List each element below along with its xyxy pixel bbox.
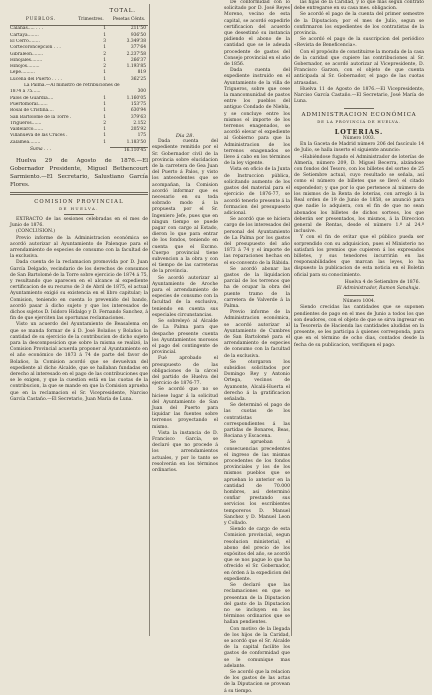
short-rule (64, 214, 94, 215)
paragraph: Se otorgaron los subsidios solicitados por Domingo Rey y Antonio Ortega, vecinos de Ayamonte, Alcalá-Huerta el derecho á la gratificacion señalada. (224, 359, 290, 402)
row-pesetas: 300 (137, 89, 146, 95)
paragraph: Y con el fin de evitar que el público pueda ser sorprendido con su adquisicion, pues el Ministerio no satisfará los premios que cupieren á los expresados billetes, y sus tenedores incurrirán en las responsabilidades que marcan las leyes, lo ha dispuesto la publicacion de esta noticia en el Boletin oficial para su conocimiento. (294, 235, 424, 278)
notice-signature: El Administrador, Ramon Sanahuja. (336, 285, 420, 291)
row-pueblo: Cartaya........ (10, 32, 39, 38)
paragraph: Se sobreleyó al Alcalde de La Palma para que despache presente cuenta los Ayuntamientos morosos el pago del contingente de provincial. (152, 319, 218, 356)
short-rule (344, 295, 374, 296)
paragraph: Se acordó el pago de la suscripcion del periódico «Revista de Beneficencia». (294, 37, 424, 49)
day-heading: Dia 28. (175, 133, 195, 139)
row-trimestres: 1 (103, 95, 106, 101)
notice-body (294, 305, 424, 348)
row-trimestres: 1 (103, 101, 106, 107)
paragraph: EXTRACTO de las sesiones celebradas en el mes de Junio de 1876. (10, 216, 148, 229)
table-body (10, 26, 148, 146)
paragraph: Vista en oficio de la Junta de Instruccion pública, solicitando aumento de los gastos del material para el ejercicio de 1876-77, se acordó tenerlo presente á la formacion del presupuesto adicional. (224, 167, 290, 216)
table-signature: Huelva 29 de Agosto de 1876.—El Gobernador Presidente, Miguel Bethencourt Sarmiento.—El Secretario, Salustiano García Flores. (10, 157, 148, 188)
row-pesetas: 3.349'38 (126, 39, 146, 44)
paragraph: Huelva 11 de Agosto de 1876.—El Vicepresidente, Narciso García Castaño.—El Secretario, José María de Luna. (294, 86, 424, 105)
row-pueblo: Valdelarco....... (10, 127, 44, 133)
paragraph: Dada cuenta del expediente instruido en el Ayuntamiento de la villa de Trigueros, sobre que cese la mancomunidad de pastos entre los pueblos del antiguo Condado de Niebla, y se concluye entre los mismos el importe de los terrenos enagenados, se acordó elevar el expediente al Gobierno para que la Administracion de los terrenos enagenados se lleve á cabo en los términos de la ley vigente. (224, 68, 290, 167)
row-pueblo: Hinojales........ (10, 57, 43, 63)
row-pesetas: 1.160'05 (126, 95, 146, 101)
paragraph: Siendo crecidas las cantidades que se suponen pendientes de pago en el mes de Junio a todos los que son deudores, con el objeto de que se sirva ingresar en la Tesorería de Hacienda las cantidades aludidas en la presente, se les participa á quienes corresponda, para que en el término de ocho dias, contados desde la fecha de su publicacion, verifiquen el pago. (294, 305, 424, 348)
sum-value: 16.110'45 (110, 147, 148, 154)
section-subheading: DE HUELVA. (59, 205, 99, 211)
paragraph: Previo informe de la Administracion económica se acordó autorizar al Ayuntamiento de Palenque para el arrendamiento de especies de consumo con la facultad de la exclusiva. (10, 235, 148, 260)
paragraph: las hijas de la Caridad, y lo que más segun contrato debe entregarse en su casa mes. obligacion. (294, 0, 424, 12)
row-pesetas: 1.183'50 (126, 139, 146, 145)
row-pueblo: 1874 á 75...... (10, 89, 41, 95)
row-trimestres: 2 (103, 120, 106, 126)
paragraph: Se aprueban á consecuencias precedentes el ingreso de las mismas procedentes de los fondos provinciales y los de los mismos pueblos que se aprueban lo anterior en la cantidad de 70.000 hombres, así determinó confiar prestando sus servicios los escribientes temporeros D. Manuel Sanchez y D. Manuel Leon y Collado. (224, 440, 290, 527)
row-pueblo: La Palma.—Al ministro de retribuciones de (24, 83, 120, 89)
admin-subheading: DE LA PROVINCIA DE HUELVA. (317, 118, 401, 124)
table-sum-row (10, 147, 148, 154)
paragraph: Se determinó el pago de las cuotas de los contratistas correspondientes á las partidas de Bonares, Beas, Rociana y Escacena. (224, 403, 290, 440)
row-pesetas: 2.152 (133, 120, 146, 126)
row-pueblo: El Cerro........ (10, 39, 40, 44)
row-pueblo: Hinojos......... (10, 64, 40, 70)
paragraph: «Habiéndose fugado el Administrador de loterías de Almería, número 209, D. Miguel Becerra, alzándose con fondos del Tesoro, con los billetes del sorteo de 25 de Setiembre actual, cuyo resultado se señala, así como el número de billetes que se llevó el citado expendedor; y que por lo que pertenece al número de los mismos de la Renta de loterías, con arreglo á la Real orden de 19 de Junio de 1858, se anunció para que nadie lo adquiera, con el fin de que no sean abonados los billetes de dichos sorteos, los que deberán ser presentados, los mismos, á la Direccion general de Rentas, desde el número 1.º al 24.º inclusive. (294, 154, 424, 235)
row-pesetas: 377'64 (130, 45, 146, 51)
row-pesetas: 153'75 (130, 101, 146, 107)
paragraph: Fué aprobado el presupuesto de las obligaciones de la cárcel del partido de Huelva del ejercicio de 1876-77. (152, 356, 218, 387)
row-trimestres: 1 (103, 133, 106, 139)
loterias-heading: LOTERIAS. (334, 127, 384, 136)
notice-date: Huelva 4 de Setiembre de 1876. (344, 279, 420, 285)
row-pueblo: Lucena del Puerto . . . . (10, 76, 62, 82)
notice-body (294, 142, 424, 278)
row-pueblo: Rosal de Cristina.... (10, 108, 54, 114)
paragraph: Se acordó el pago de la cuenta del primer semestre de la Diputacion; por el mes de Julio, segun se confirmaron los expedientes de los contratistas de la provincia. (294, 12, 424, 37)
row-pueblo: Lepe.......... (10, 70, 35, 76)
row-trimestres: 1 (103, 127, 106, 133)
row-pesetas: 175 (137, 133, 146, 139)
double-rule (10, 192, 148, 195)
row-pesetas: 630'94 (130, 108, 146, 114)
row-pesetas: 379'63 (130, 114, 146, 120)
column-divider (291, 4, 292, 636)
table-header (10, 17, 148, 26)
paragraph: Se acordó que se hiciera cargo de los interesados del personal del Ayuntamiento de La Palma por los gastos del presupuesto del año 1873 á 74 y el importe de las reparaciones hechas en el ex-convento de la Rábida. (224, 217, 290, 266)
row-pesetas: 2.237'58 (126, 51, 146, 57)
paragraph: Con el propósito de constituirse la morada de la casa de la caridad que cupiere las contribuciones al Sr. Gobernador, se acordó autorizar al Vicepresidente, D. Francisco Garzon, con el objeto de que cuenta anticipada al Sr. Gobernador, el pago de las cuotas atrasadas. (294, 49, 425, 86)
row-pesetas: 211'50 (130, 26, 146, 32)
row-pueblo: Trigueros....... (10, 120, 42, 126)
row-pueblo: San Bartolomé de la Torre . (10, 114, 72, 120)
notice-number: Número 1003. (342, 136, 376, 142)
column-middle (152, 0, 290, 695)
paragraph: Dada cuenta del expediente remitido por el Sr. Gobernador civil de la provincia sobre elucidacion de la carretera de Gea Juan del Puerto á Palos, y visto los antecedentes que se acompañan, la Comision acordó informar que es necesario en su toda sobrado modo á la propuesta por el Sr. Ingeniero Jefe, pues que en ningun tiempo se puede pagar con cargo al Estado, dieron lo que para entrar de los fondos, teniendo en cuenta que el Excmo. Cuerpo provincial tiene subvencion a la obra y con el tiempo de las carreteras de la provincia. (152, 139, 218, 275)
header-pesetas: Pesetas Cénts. (112, 17, 146, 23)
row-pueblo: Villanueva de las Cruces . (10, 133, 68, 139)
paragraph: Se acordó abonar las gastos de la liquidacion parcial de los terrenos que ha de ocupar la obra del puente tramo de la carretera de Valverde á la Palma. (224, 266, 290, 309)
paragraph: Se acordó que la relacion de los gastos de las actas de la Diputacion se provean á su tiempo. (224, 669, 290, 694)
article-body (152, 139, 218, 474)
row-trimestres: 1 (103, 32, 106, 38)
row-trimestres: 2 (103, 64, 106, 70)
table-row (10, 140, 148, 146)
paragraph: Se acordó autorizar al Ayuntamiento de Aroche para el arrendamiento de especies de consumo con la facultad de la exclusiva, teniendo en cuenta sus especiales circunstancias. (152, 275, 218, 318)
sum-label: Suma . . . (30, 147, 51, 153)
middle-right-sub (224, 0, 290, 695)
row-pesetas: 819 (137, 70, 146, 76)
row-pesetas: 1.193'85 (126, 64, 146, 70)
short-rule (344, 108, 374, 109)
row-pesetas: 936'50 (130, 32, 146, 38)
admin-heading: ADMINISTRACION ECONÓMICA (301, 112, 417, 119)
row-trimestres: 1 (103, 114, 106, 120)
row-trimestres: 1 (103, 139, 106, 145)
article-body (294, 0, 424, 105)
row-trimestres: 3 (103, 39, 106, 44)
paragraph: De conformidad con lo solicitado por D. José Reyes Moreno, vecino de esta capital, se acordó expedirle certificacion del acuerdo que desestimó su instancia pidiendo el abono de la cantidad que se le adeuda procedente de gastos del Consejo provincial en el año de 1856. (224, 0, 290, 68)
row-pueblo: Palos de Guardia.... (10, 95, 54, 101)
paragraph: Se declaró que las reclamaciones en que se presentan de la Diputacion del gasto de la Diputacion no se incluyen en los términos ordinarios que se hallan pendientes. (224, 583, 290, 626)
paragraph: Siendo de cargo de esta Comision provincial, segun resolucion ministerial, el abono del precio de los expósitos del año, se acordó que se nos pague lo que ha ofrecido el Sr. Gobernador, en órden á la expedicion del expediente. (224, 527, 290, 582)
row-trimestres: 1 (103, 108, 106, 114)
paragraph: Se acordó que no se hiciese lugar á la solicitud del Ayuntamiento de San Juan del Puerto para liquidar las fuentes sobre terrenos proyectando el mismo. (152, 387, 218, 430)
row-trimestres: 1 (103, 70, 106, 76)
paragraph: En la Gaceta de Madrid número 206 del fascículo 14 de Julio, se halla inserto el siguiente anuncio: (294, 142, 424, 154)
paragraph: Con motivo de la llegada de los hijos de la Caridad, se acordó que el Sr. Alcalde de la capital facilite los gastos de conformidad que se le comunique mas adelante. (224, 626, 290, 669)
article-body (10, 217, 148, 403)
column-left (10, 0, 148, 403)
paragraph: Previo informe de la Administracion económica, se acordó autorizar al Ayuntamiento de Cumbres de San Bartolomé para el arrendamiento de especies de consumo con la facultad de la exclusiva. (224, 310, 290, 359)
row-trimestres: 1 (103, 57, 106, 63)
row-pesetas: 266'37 (130, 57, 146, 63)
section-heading: COMISION PROVINCIAL (34, 198, 124, 205)
header-trimestres: Trimestres. (78, 17, 104, 23)
table-title: TOTAL. (109, 8, 136, 14)
row-trimestres: 1 (103, 26, 106, 32)
row-trimestres: 2 (103, 51, 106, 57)
paragraph: (CONCLUSION.) (16, 229, 55, 235)
column-divider (149, 4, 150, 636)
paragraph: Vista la instancia de D. Francisco García, se declaró que no procede á los arrendamientos actuales, y por lo tanto se resolverán en los términos ordinarios. (152, 430, 218, 473)
row-trimestres: 1 (103, 45, 106, 51)
middle-left-sub (152, 0, 218, 695)
row-pueblo: Calañas..... . . . (10, 26, 44, 32)
row-pesetas: 362'25 (130, 76, 146, 82)
paragraph: Dada cuenta de la reclamacion promovida por D. Juan García Delgado, vecindario de los derechos de consumos de San Bartolomé de la Torre sobre ejercicio de 1874 á 75, y resultando que aparecen en el alcance al expediente certificacion de su recurso de 3 de Abril de 1875, el actual Ayuntamiento exigió su existencia en el libro capitular; la Comision, teniendo en cuenta lo prevenido del bando, acordó pasar á dicho sujeto y que los interesados de dichos sujetos D. Isidoro Hidalgo y D. Fernando Sanchez, á fin de que ejerciten las oportunas reclamaciones. (10, 260, 148, 322)
row-pueblo: Puertomoral....... (10, 101, 48, 107)
row-pueblo: Zalamea........ (10, 139, 41, 145)
row-trimestres: 1 (103, 76, 106, 82)
row-pueblo: Gibraleon........ (10, 51, 44, 57)
row-pesetas: 205'92 (130, 127, 146, 133)
header-pueblos: PUEBLOS. (25, 17, 57, 23)
paragraph: Visto un acuerdo del Ayuntamiento de Beasalema en que se manda formar de á D. José Bolaños y Bolaños la cantidad de su ejercicio de la contribucion de dicho sujeto para la descomposicion que sobre la misma se realizó, la Comision Provincial acuerda proponer al Ayuntamiento en el año económico de 1873 á 74 de parte del favor de Bolaños, la Comision acordó que se devuelvan del expediente al dicho Alcalde, que se hallaban fundadas en derecho al interesado en el pago de las contribuciones que se le exigen, y que la cuestion está en las cuotas de la contribucion, la que se mande en que la Comision aprueba que en la reclamacion el Sr. Vicepresidente, Narciso García Castaño.—El Secretario, Juan María de Luna. (10, 322, 148, 402)
row-pueblo: Cortecoroncepcion . . . (10, 45, 61, 51)
notice-number: Número 1004. (342, 299, 376, 305)
column-right (294, 0, 424, 349)
